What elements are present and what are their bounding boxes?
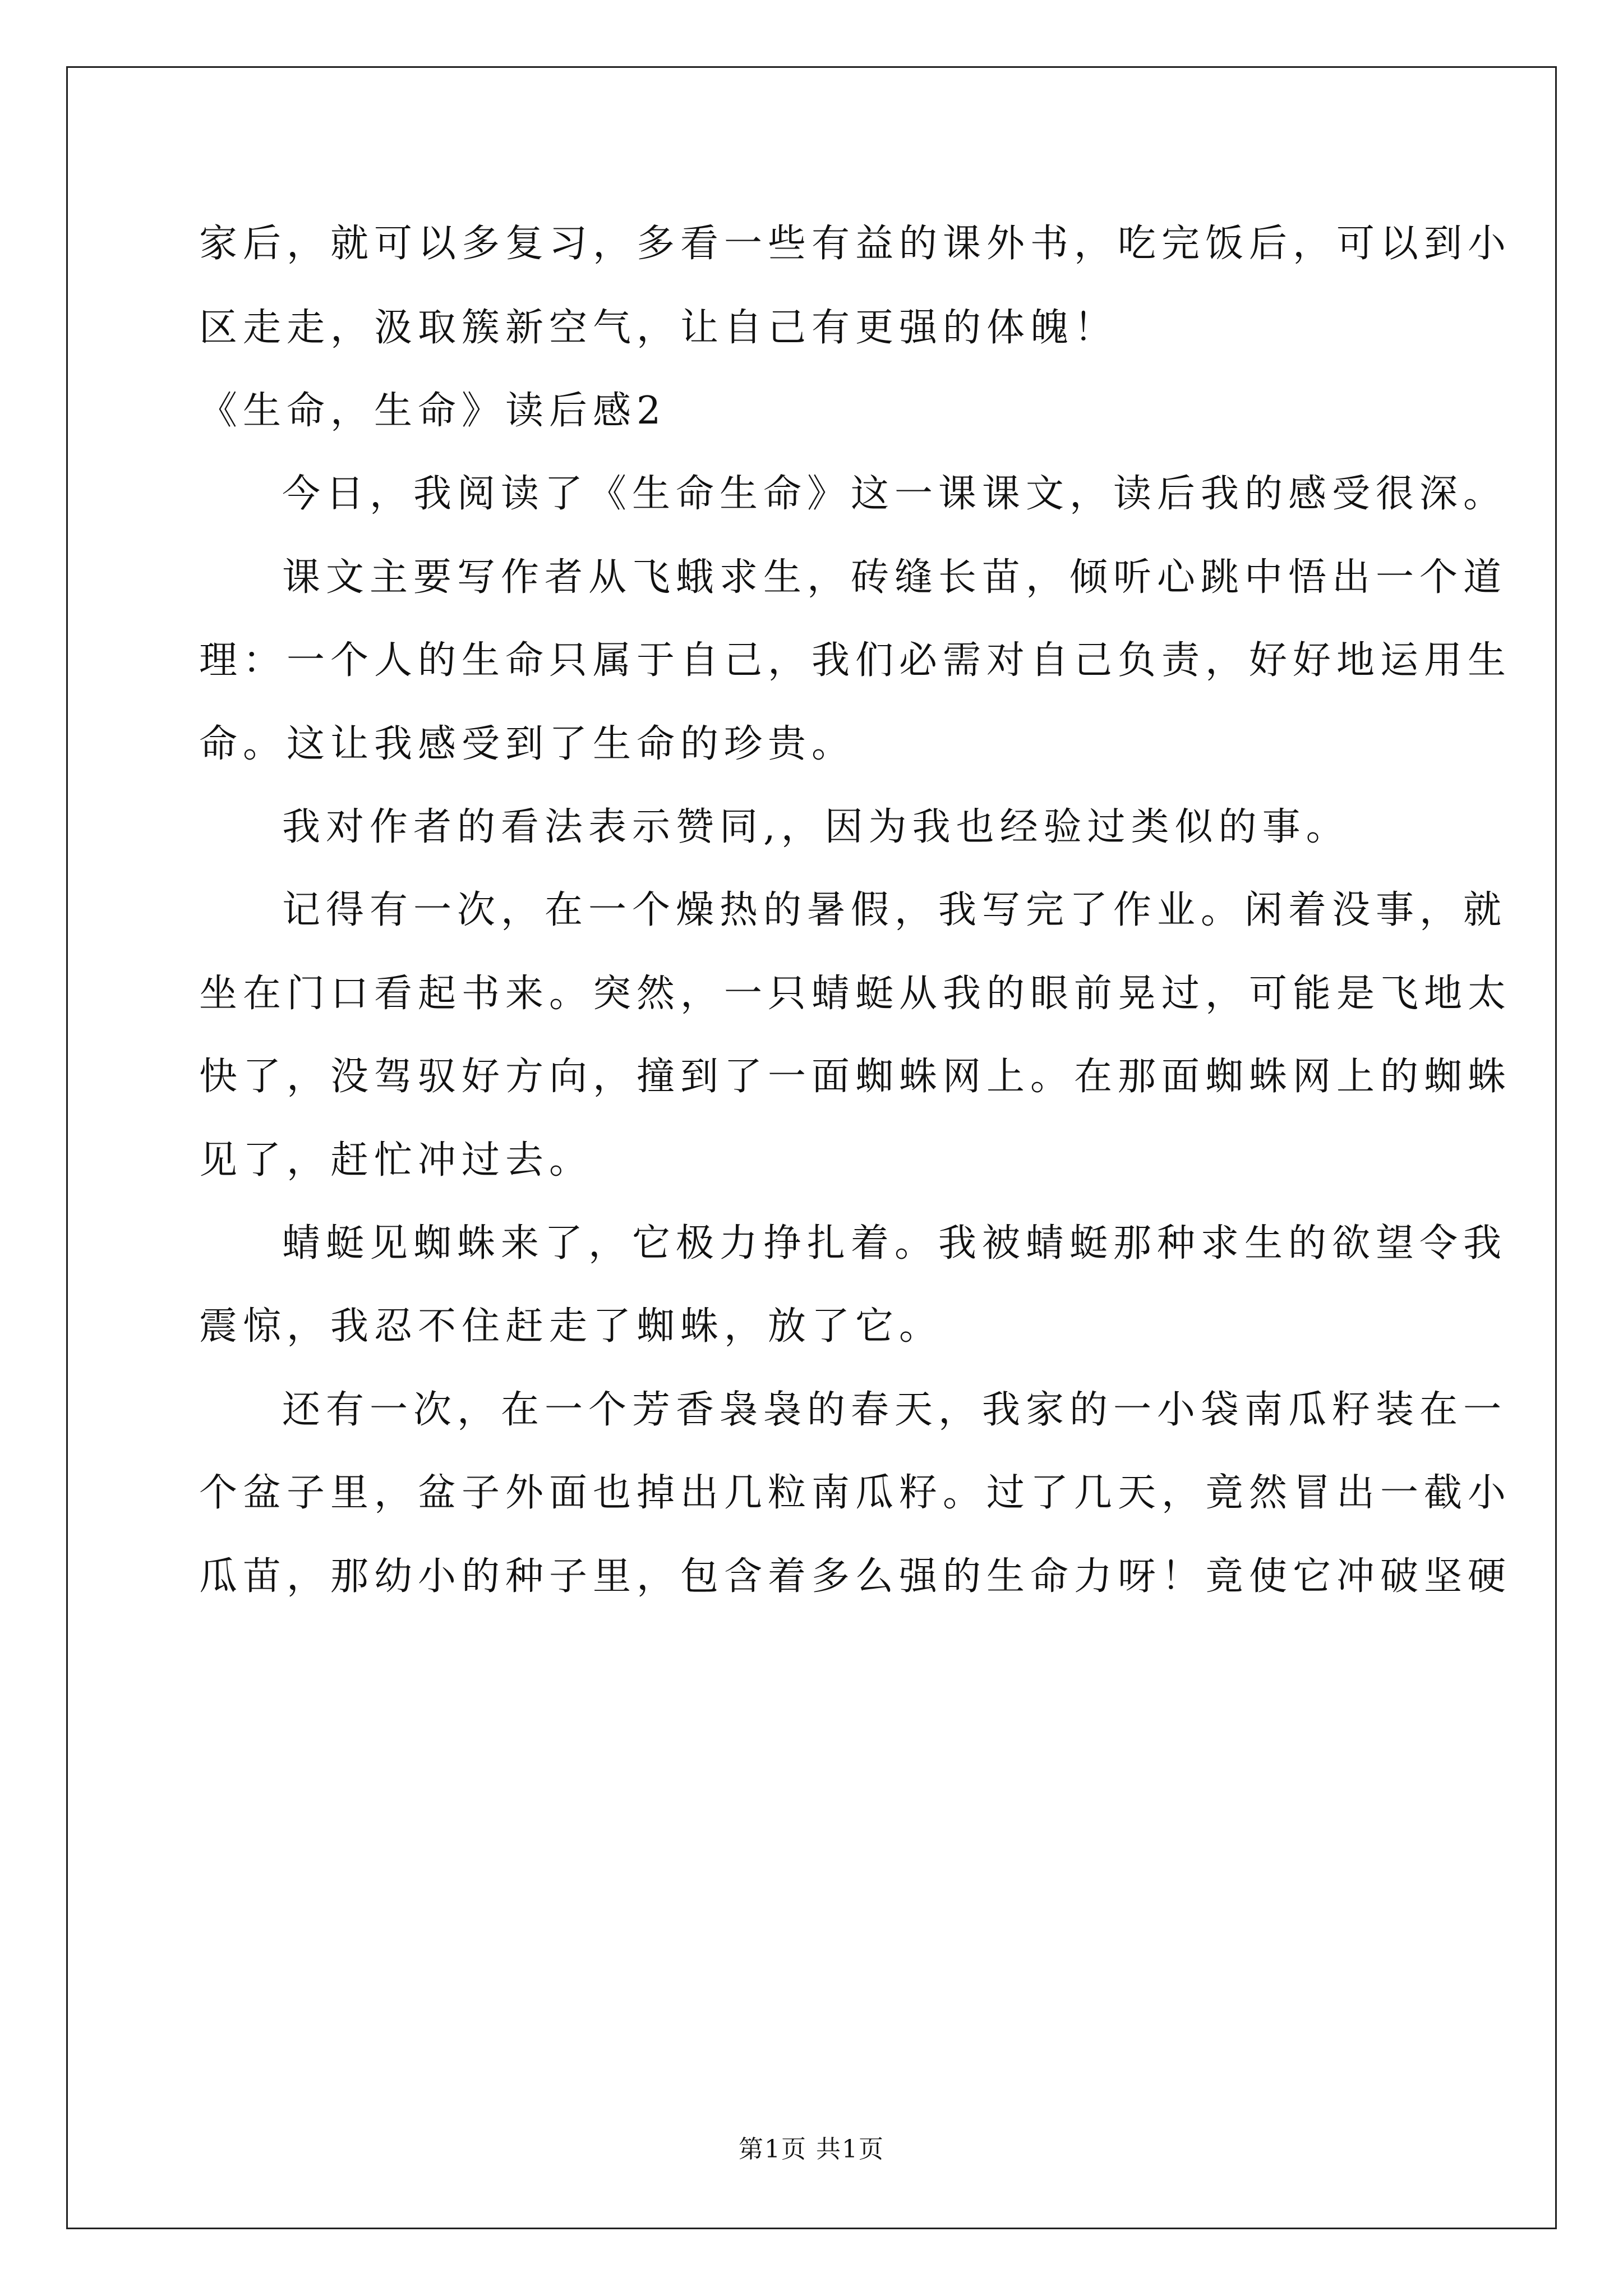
text-line: 命。这让我感受到了生命的珍贵。 <box>199 722 856 766</box>
text-line: 家后，就可以多复习，多看一些有益的课外书，吃完饭后，可以到小 <box>199 222 1512 266</box>
paragraph-start-line: 记得有一次，在一个燥热的暑假，我写完了作业。闲着没事，就 <box>282 888 1507 932</box>
text-line: 震惊，我忍不住赶走了蜘蛛，放了它。 <box>199 1304 943 1349</box>
text-line: 快了，没驾驭好方向，撞到了一面蜘蛛网上。在那面蜘蛛网上的蜘蛛 <box>199 1055 1512 1099</box>
paragraph-start-line: 今日，我阅读了《生命生命》这一课课文，读后我的感受很深。 <box>282 472 1507 516</box>
text-line: 理：一个人的生命只属于自己，我们必需对自己负责，好好地运用生 <box>199 638 1512 683</box>
page-number-footer: 第1页 共1页 <box>739 2135 884 2164</box>
section-heading: 《生命，生命》读后感2 <box>199 389 667 433</box>
paragraph-start-line: 还有一次，在一个芳香袅袅的春天，我家的一小袋南瓜籽装在一 <box>282 1388 1507 1432</box>
paragraph-start-line: 课文主要写作者从飞蛾求生，砖缝长苗，倾听心跳中悟出一个道 <box>282 555 1507 600</box>
text-line: 见了，赶忙冲过去。 <box>199 1138 593 1182</box>
text-line: 个盆子里，盆子外面也掉出几粒南瓜籽。过了几天，竟然冒出一截小 <box>199 1471 1512 1515</box>
paragraph-start-line: 我对作者的看法表示赞同,，因为我也经验过类似的事。 <box>282 805 1350 849</box>
text-line: 坐在门口看起书来。突然，一只蜻蜓从我的眼前晃过，可能是飞地太 <box>199 972 1512 1016</box>
paragraph-start-line: 蜻蜓见蜘蛛来了，它极力挣扎着。我被蜻蜓那种求生的欲望令我 <box>282 1221 1507 1266</box>
text-line: 瓜苗，那幼小的种子里，包含着多么强的生命力呀！竟使它冲破坚硬 <box>199 1554 1512 1599</box>
text-line: 区走走，汲取簇新空气，让自己有更强的体魄！ <box>199 306 1118 350</box>
